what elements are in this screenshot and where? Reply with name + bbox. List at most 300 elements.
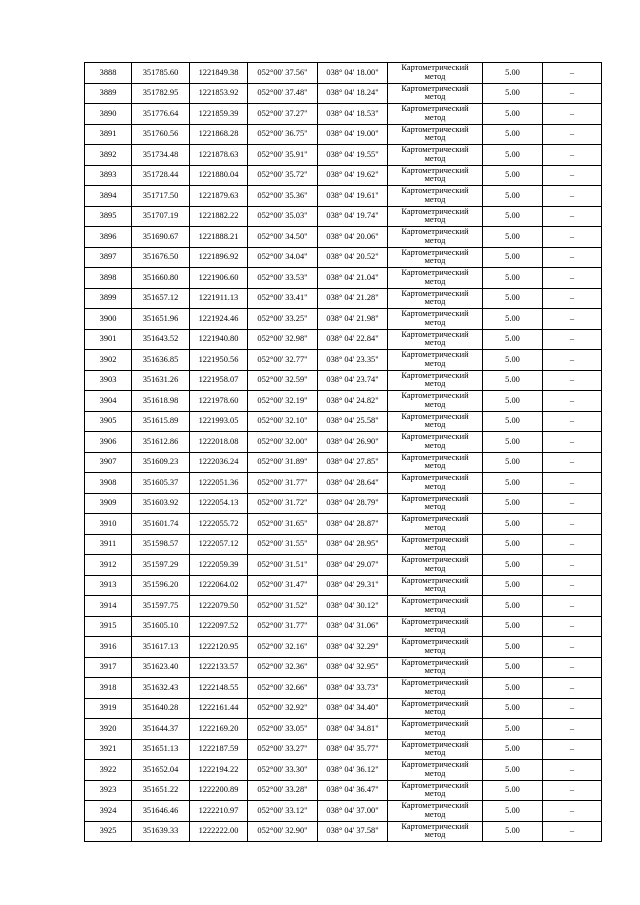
table-row xyxy=(85,616,602,637)
longitude-cell: 038° 04' 36.47" xyxy=(318,780,388,801)
longitude-cell: 038° 04' 23.74" xyxy=(318,370,388,391)
accuracy-cell: 5.00 xyxy=(483,514,543,535)
table-row xyxy=(85,555,602,576)
table-row xyxy=(85,268,602,289)
note-cell: – xyxy=(543,227,602,248)
table-row xyxy=(85,124,602,145)
latitude-cell: 052°00' 35.36" xyxy=(248,186,318,207)
longitude-cell: 038° 04' 28.64" xyxy=(318,473,388,494)
table-row xyxy=(85,329,602,350)
x-coordinate-cell: 351605.10 xyxy=(132,616,190,637)
method-line-1: Картометрический xyxy=(401,821,469,831)
table-row xyxy=(85,411,602,432)
accuracy-cell: 5.00 xyxy=(483,411,543,432)
x-coordinate-cell: 351609.23 xyxy=(132,452,190,473)
accuracy-cell: 5.00 xyxy=(483,493,543,514)
method-line-2: метод xyxy=(424,768,446,778)
x-coordinate-cell: 351760.56 xyxy=(132,124,190,145)
method-cell xyxy=(388,432,483,453)
method-line-1: Картометрический xyxy=(401,329,469,339)
method-line-2: метод xyxy=(424,297,446,307)
x-coordinate-cell: 351707.19 xyxy=(132,206,190,227)
x-coordinate-cell: 351597.75 xyxy=(132,596,190,617)
point-number-cell: 3904 xyxy=(85,391,132,412)
point-number-cell: 3919 xyxy=(85,698,132,719)
method-cell xyxy=(388,391,483,412)
note-cell: – xyxy=(543,596,602,617)
latitude-cell: 052°00' 32.66" xyxy=(248,678,318,699)
accuracy-cell: 5.00 xyxy=(483,760,543,781)
x-coordinate-cell: 351597.29 xyxy=(132,555,190,576)
longitude-cell: 038° 04' 31.06" xyxy=(318,616,388,637)
method-line-2: метод xyxy=(424,92,446,102)
latitude-cell: 052°00' 35.72" xyxy=(248,165,318,186)
method-cell xyxy=(388,227,483,248)
latitude-cell: 052°00' 33.53" xyxy=(248,268,318,289)
latitude-cell: 052°00' 33.27" xyxy=(248,739,318,760)
method-cell xyxy=(388,596,483,617)
method-line-1: Картометрический xyxy=(401,145,469,155)
x-coordinate-cell: 351717.50 xyxy=(132,186,190,207)
method-line-1: Картометрический xyxy=(401,227,469,237)
method-line-2: метод xyxy=(424,604,446,614)
table-row xyxy=(85,719,602,740)
point-number-cell: 3914 xyxy=(85,596,132,617)
method-line-1: Картометрический xyxy=(401,780,469,790)
longitude-cell: 038° 04' 36.12" xyxy=(318,760,388,781)
y-coordinate-cell: 1221958.07 xyxy=(190,370,248,391)
method-line-1: Картометрический xyxy=(401,760,469,770)
note-cell: – xyxy=(543,124,602,145)
method-cell xyxy=(388,206,483,227)
method-cell xyxy=(388,739,483,760)
latitude-cell: 052°00' 31.47" xyxy=(248,575,318,596)
x-coordinate-cell: 351782.95 xyxy=(132,83,190,104)
latitude-cell: 052°00' 31.89" xyxy=(248,452,318,473)
y-coordinate-cell: 1222054.13 xyxy=(190,493,248,514)
method-line-2: метод xyxy=(424,194,446,204)
table-row xyxy=(85,186,602,207)
point-number-cell: 3922 xyxy=(85,760,132,781)
note-cell: – xyxy=(543,514,602,535)
point-number-cell: 3902 xyxy=(85,350,132,371)
point-number-cell: 3890 xyxy=(85,104,132,125)
table-row xyxy=(85,493,602,514)
y-coordinate-cell: 1222055.72 xyxy=(190,514,248,535)
accuracy-cell: 5.00 xyxy=(483,227,543,248)
method-cell xyxy=(388,452,483,473)
point-number-cell: 3893 xyxy=(85,165,132,186)
method-cell xyxy=(388,124,483,145)
method-line-2: метод xyxy=(424,461,446,471)
point-number-cell: 3918 xyxy=(85,678,132,699)
table-row xyxy=(85,350,602,371)
x-coordinate-cell: 351690.67 xyxy=(132,227,190,248)
x-coordinate-cell: 351605.37 xyxy=(132,473,190,494)
note-cell: – xyxy=(543,821,602,842)
latitude-cell: 052°00' 35.03" xyxy=(248,206,318,227)
longitude-cell: 038° 04' 27.85" xyxy=(318,452,388,473)
x-coordinate-cell: 351640.28 xyxy=(132,698,190,719)
point-number-cell: 3891 xyxy=(85,124,132,145)
method-cell xyxy=(388,186,483,207)
note-cell: – xyxy=(543,432,602,453)
method-cell xyxy=(388,329,483,350)
accuracy-cell: 5.00 xyxy=(483,780,543,801)
y-coordinate-cell: 1221882.22 xyxy=(190,206,248,227)
longitude-cell: 038° 04' 18.53" xyxy=(318,104,388,125)
method-line-2: метод xyxy=(424,481,446,491)
point-number-cell: 3903 xyxy=(85,370,132,391)
longitude-cell: 038° 04' 24.82" xyxy=(318,391,388,412)
point-number-cell: 3907 xyxy=(85,452,132,473)
latitude-cell: 052°00' 32.19" xyxy=(248,391,318,412)
latitude-cell: 052°00' 31.77" xyxy=(248,473,318,494)
accuracy-cell: 5.00 xyxy=(483,657,543,678)
coordinates-table xyxy=(84,62,602,842)
accuracy-cell: 5.00 xyxy=(483,739,543,760)
accuracy-cell: 5.00 xyxy=(483,165,543,186)
accuracy-cell: 5.00 xyxy=(483,124,543,145)
x-coordinate-cell: 351644.37 xyxy=(132,719,190,740)
method-line-2: метод xyxy=(424,522,446,532)
accuracy-cell: 5.00 xyxy=(483,83,543,104)
method-line-1: Картометрический xyxy=(401,596,469,606)
method-cell xyxy=(388,534,483,555)
y-coordinate-cell: 1222222.00 xyxy=(190,821,248,842)
longitude-cell: 038° 04' 37.58" xyxy=(318,821,388,842)
point-number-cell: 3908 xyxy=(85,473,132,494)
latitude-cell: 052°00' 33.25" xyxy=(248,309,318,330)
method-line-2: метод xyxy=(424,399,446,409)
point-number-cell: 3925 xyxy=(85,821,132,842)
table-row xyxy=(85,452,602,473)
point-number-cell: 3915 xyxy=(85,616,132,637)
method-cell xyxy=(388,801,483,822)
table-row xyxy=(85,678,602,699)
method-cell xyxy=(388,760,483,781)
method-cell xyxy=(388,575,483,596)
x-coordinate-cell: 351651.22 xyxy=(132,780,190,801)
method-line-2: метод xyxy=(424,748,446,758)
latitude-cell: 052°00' 32.10" xyxy=(248,411,318,432)
point-number-cell: 3898 xyxy=(85,268,132,289)
note-cell: – xyxy=(543,493,602,514)
point-number-cell: 3901 xyxy=(85,329,132,350)
x-coordinate-cell: 351623.40 xyxy=(132,657,190,678)
point-number-cell: 3897 xyxy=(85,247,132,268)
y-coordinate-cell: 1222210.97 xyxy=(190,801,248,822)
point-number-cell: 3913 xyxy=(85,575,132,596)
point-number-cell: 3905 xyxy=(85,411,132,432)
x-coordinate-cell: 351734.48 xyxy=(132,145,190,166)
latitude-cell: 052°00' 31.52" xyxy=(248,596,318,617)
method-cell xyxy=(388,350,483,371)
note-cell: – xyxy=(543,391,602,412)
method-line-1: Картометрический xyxy=(401,657,469,667)
method-line-2: метод xyxy=(424,215,446,225)
note-cell: – xyxy=(543,780,602,801)
method-cell xyxy=(388,370,483,391)
point-number-cell: 3894 xyxy=(85,186,132,207)
accuracy-cell: 5.00 xyxy=(483,473,543,494)
method-line-2: метод xyxy=(424,235,446,245)
method-line-1: Картометрический xyxy=(401,288,469,298)
latitude-cell: 052°00' 33.41" xyxy=(248,288,318,309)
note-cell: – xyxy=(543,329,602,350)
point-number-cell: 3923 xyxy=(85,780,132,801)
table-row xyxy=(85,104,602,125)
longitude-cell: 038° 04' 32.29" xyxy=(318,637,388,658)
method-line-2: метод xyxy=(424,379,446,389)
table-row xyxy=(85,473,602,494)
method-line-2: метод xyxy=(424,174,446,184)
note-cell: – xyxy=(543,760,602,781)
method-line-2: метод xyxy=(424,358,446,368)
point-number-cell: 3920 xyxy=(85,719,132,740)
method-line-2: метод xyxy=(424,502,446,512)
x-coordinate-cell: 351612.86 xyxy=(132,432,190,453)
note-cell: – xyxy=(543,534,602,555)
point-number-cell: 3895 xyxy=(85,206,132,227)
latitude-cell: 052°00' 35.91" xyxy=(248,145,318,166)
table-row xyxy=(85,370,602,391)
table-row xyxy=(85,514,602,535)
method-cell xyxy=(388,821,483,842)
point-number-cell: 3910 xyxy=(85,514,132,535)
note-cell: – xyxy=(543,186,602,207)
note-cell: – xyxy=(543,657,602,678)
note-cell: – xyxy=(543,637,602,658)
y-coordinate-cell: 1221950.56 xyxy=(190,350,248,371)
method-line-2: метод xyxy=(424,543,446,553)
method-line-1: Картометрический xyxy=(401,411,469,421)
method-cell xyxy=(388,719,483,740)
y-coordinate-cell: 1222120.95 xyxy=(190,637,248,658)
x-coordinate-cell: 351603.92 xyxy=(132,493,190,514)
method-line-1: Картометрический xyxy=(401,473,469,483)
note-cell: – xyxy=(543,309,602,330)
x-coordinate-cell: 351639.33 xyxy=(132,821,190,842)
latitude-cell: 052°00' 32.16" xyxy=(248,637,318,658)
method-cell xyxy=(388,247,483,268)
y-coordinate-cell: 1222194.22 xyxy=(190,760,248,781)
y-coordinate-cell: 1222169.20 xyxy=(190,719,248,740)
table-row xyxy=(85,227,602,248)
table-row xyxy=(85,801,602,822)
note-cell: – xyxy=(543,739,602,760)
accuracy-cell: 5.00 xyxy=(483,63,543,84)
longitude-cell: 038° 04' 21.28" xyxy=(318,288,388,309)
method-line-2: метод xyxy=(424,153,446,163)
method-line-2: метод xyxy=(424,338,446,348)
note-cell: – xyxy=(543,83,602,104)
method-cell xyxy=(388,104,483,125)
method-cell xyxy=(388,698,483,719)
x-coordinate-cell: 351651.96 xyxy=(132,309,190,330)
method-line-1: Картометрический xyxy=(401,124,469,134)
longitude-cell: 038° 04' 23.35" xyxy=(318,350,388,371)
latitude-cell: 052°00' 33.30" xyxy=(248,760,318,781)
accuracy-cell: 5.00 xyxy=(483,206,543,227)
method-line-1: Картометрический xyxy=(401,391,469,401)
method-line-2: метод xyxy=(424,666,446,676)
method-line-1: Картометрический xyxy=(401,432,469,442)
longitude-cell: 038° 04' 25.58" xyxy=(318,411,388,432)
point-number-cell: 3909 xyxy=(85,493,132,514)
method-line-2: метод xyxy=(424,440,446,450)
y-coordinate-cell: 1221993.05 xyxy=(190,411,248,432)
method-line-1: Картометрический xyxy=(401,370,469,380)
method-cell xyxy=(388,288,483,309)
method-line-1: Картометрический xyxy=(401,719,469,729)
x-coordinate-cell: 351643.52 xyxy=(132,329,190,350)
latitude-cell: 052°00' 32.36" xyxy=(248,657,318,678)
x-coordinate-cell: 351618.98 xyxy=(132,391,190,412)
y-coordinate-cell: 1222200.89 xyxy=(190,780,248,801)
table-row xyxy=(85,432,602,453)
point-number-cell: 3921 xyxy=(85,739,132,760)
method-line-1: Картометрический xyxy=(401,104,469,114)
longitude-cell: 038° 04' 20.52" xyxy=(318,247,388,268)
note-cell: – xyxy=(543,575,602,596)
latitude-cell: 052°00' 32.98" xyxy=(248,329,318,350)
method-line-1: Картометрический xyxy=(401,309,469,319)
table-row xyxy=(85,145,602,166)
method-line-1: Картометрический xyxy=(401,493,469,503)
latitude-cell: 052°00' 31.65" xyxy=(248,514,318,535)
longitude-cell: 038° 04' 26.90" xyxy=(318,432,388,453)
accuracy-cell: 5.00 xyxy=(483,432,543,453)
latitude-cell: 052°00' 36.75" xyxy=(248,124,318,145)
latitude-cell: 052°00' 37.56" xyxy=(248,63,318,84)
x-coordinate-cell: 351657.12 xyxy=(132,288,190,309)
point-number-cell: 3916 xyxy=(85,637,132,658)
method-line-1: Картометрический xyxy=(401,452,469,462)
longitude-cell: 038° 04' 18.00" xyxy=(318,63,388,84)
y-coordinate-cell: 1221878.63 xyxy=(190,145,248,166)
x-coordinate-cell: 351785.60 xyxy=(132,63,190,84)
table-row xyxy=(85,63,602,84)
table-row xyxy=(85,657,602,678)
longitude-cell: 038° 04' 19.62" xyxy=(318,165,388,186)
table-row xyxy=(85,739,602,760)
method-cell xyxy=(388,83,483,104)
longitude-cell: 038° 04' 21.04" xyxy=(318,268,388,289)
y-coordinate-cell: 1221859.39 xyxy=(190,104,248,125)
method-line-1: Картометрический xyxy=(401,555,469,565)
method-cell xyxy=(388,268,483,289)
accuracy-cell: 5.00 xyxy=(483,801,543,822)
longitude-cell: 038° 04' 32.95" xyxy=(318,657,388,678)
method-cell xyxy=(388,678,483,699)
method-line-1: Картометрический xyxy=(401,678,469,688)
table-row xyxy=(85,247,602,268)
accuracy-cell: 5.00 xyxy=(483,247,543,268)
note-cell: – xyxy=(543,411,602,432)
note-cell: – xyxy=(543,555,602,576)
latitude-cell: 052°00' 33.28" xyxy=(248,780,318,801)
note-cell: – xyxy=(543,350,602,371)
longitude-cell: 038° 04' 33.73" xyxy=(318,678,388,699)
method-line-1: Картометрический xyxy=(401,534,469,544)
note-cell: – xyxy=(543,206,602,227)
table-row xyxy=(85,309,602,330)
accuracy-cell: 5.00 xyxy=(483,698,543,719)
method-cell xyxy=(388,514,483,535)
x-coordinate-cell: 351631.26 xyxy=(132,370,190,391)
method-line-2: метод xyxy=(424,645,446,655)
longitude-cell: 038° 04' 28.95" xyxy=(318,534,388,555)
latitude-cell: 052°00' 32.92" xyxy=(248,698,318,719)
latitude-cell: 052°00' 34.04" xyxy=(248,247,318,268)
table-row xyxy=(85,534,602,555)
longitude-cell: 038° 04' 19.74" xyxy=(318,206,388,227)
accuracy-cell: 5.00 xyxy=(483,268,543,289)
method-line-1: Картометрический xyxy=(401,83,469,93)
x-coordinate-cell: 351728.44 xyxy=(132,165,190,186)
method-line-2: метод xyxy=(424,789,446,799)
accuracy-cell: 5.00 xyxy=(483,104,543,125)
x-coordinate-cell: 351660.80 xyxy=(132,268,190,289)
accuracy-cell: 5.00 xyxy=(483,452,543,473)
method-line-2: метод xyxy=(424,707,446,717)
x-coordinate-cell: 351676.50 xyxy=(132,247,190,268)
longitude-cell: 038° 04' 28.87" xyxy=(318,514,388,535)
x-coordinate-cell: 351636.85 xyxy=(132,350,190,371)
y-coordinate-cell: 1221888.21 xyxy=(190,227,248,248)
longitude-cell: 038° 04' 34.81" xyxy=(318,719,388,740)
longitude-cell: 038° 04' 29.31" xyxy=(318,575,388,596)
y-coordinate-cell: 1222161.44 xyxy=(190,698,248,719)
note-cell: – xyxy=(543,698,602,719)
y-coordinate-cell: 1222059.39 xyxy=(190,555,248,576)
longitude-cell: 038° 04' 29.07" xyxy=(318,555,388,576)
accuracy-cell: 5.00 xyxy=(483,309,543,330)
table-row xyxy=(85,821,602,842)
y-coordinate-cell: 1222064.02 xyxy=(190,575,248,596)
note-cell: – xyxy=(543,678,602,699)
method-line-2: метод xyxy=(424,686,446,696)
y-coordinate-cell: 1221940.80 xyxy=(190,329,248,350)
point-number-cell: 3888 xyxy=(85,63,132,84)
longitude-cell: 038° 04' 30.12" xyxy=(318,596,388,617)
accuracy-cell: 5.00 xyxy=(483,555,543,576)
method-line-1: Картометрический xyxy=(401,514,469,524)
accuracy-cell: 5.00 xyxy=(483,370,543,391)
table-row xyxy=(85,165,602,186)
longitude-cell: 038° 04' 19.55" xyxy=(318,145,388,166)
point-number-cell: 3906 xyxy=(85,432,132,453)
accuracy-cell: 5.00 xyxy=(483,186,543,207)
method-line-2: метод xyxy=(424,71,446,81)
point-number-cell: 3892 xyxy=(85,145,132,166)
point-number-cell: 3899 xyxy=(85,288,132,309)
accuracy-cell: 5.00 xyxy=(483,534,543,555)
method-line-1: Картометрический xyxy=(401,247,469,257)
table-row xyxy=(85,83,602,104)
y-coordinate-cell: 1221880.04 xyxy=(190,165,248,186)
method-line-1: Картометрический xyxy=(401,206,469,216)
latitude-cell: 052°00' 31.55" xyxy=(248,534,318,555)
y-coordinate-cell: 1222148.55 xyxy=(190,678,248,699)
y-coordinate-cell: 1221896.92 xyxy=(190,247,248,268)
note-cell: – xyxy=(543,104,602,125)
longitude-cell: 038° 04' 20.06" xyxy=(318,227,388,248)
accuracy-cell: 5.00 xyxy=(483,616,543,637)
table-row xyxy=(85,391,602,412)
longitude-cell: 038° 04' 34.40" xyxy=(318,698,388,719)
